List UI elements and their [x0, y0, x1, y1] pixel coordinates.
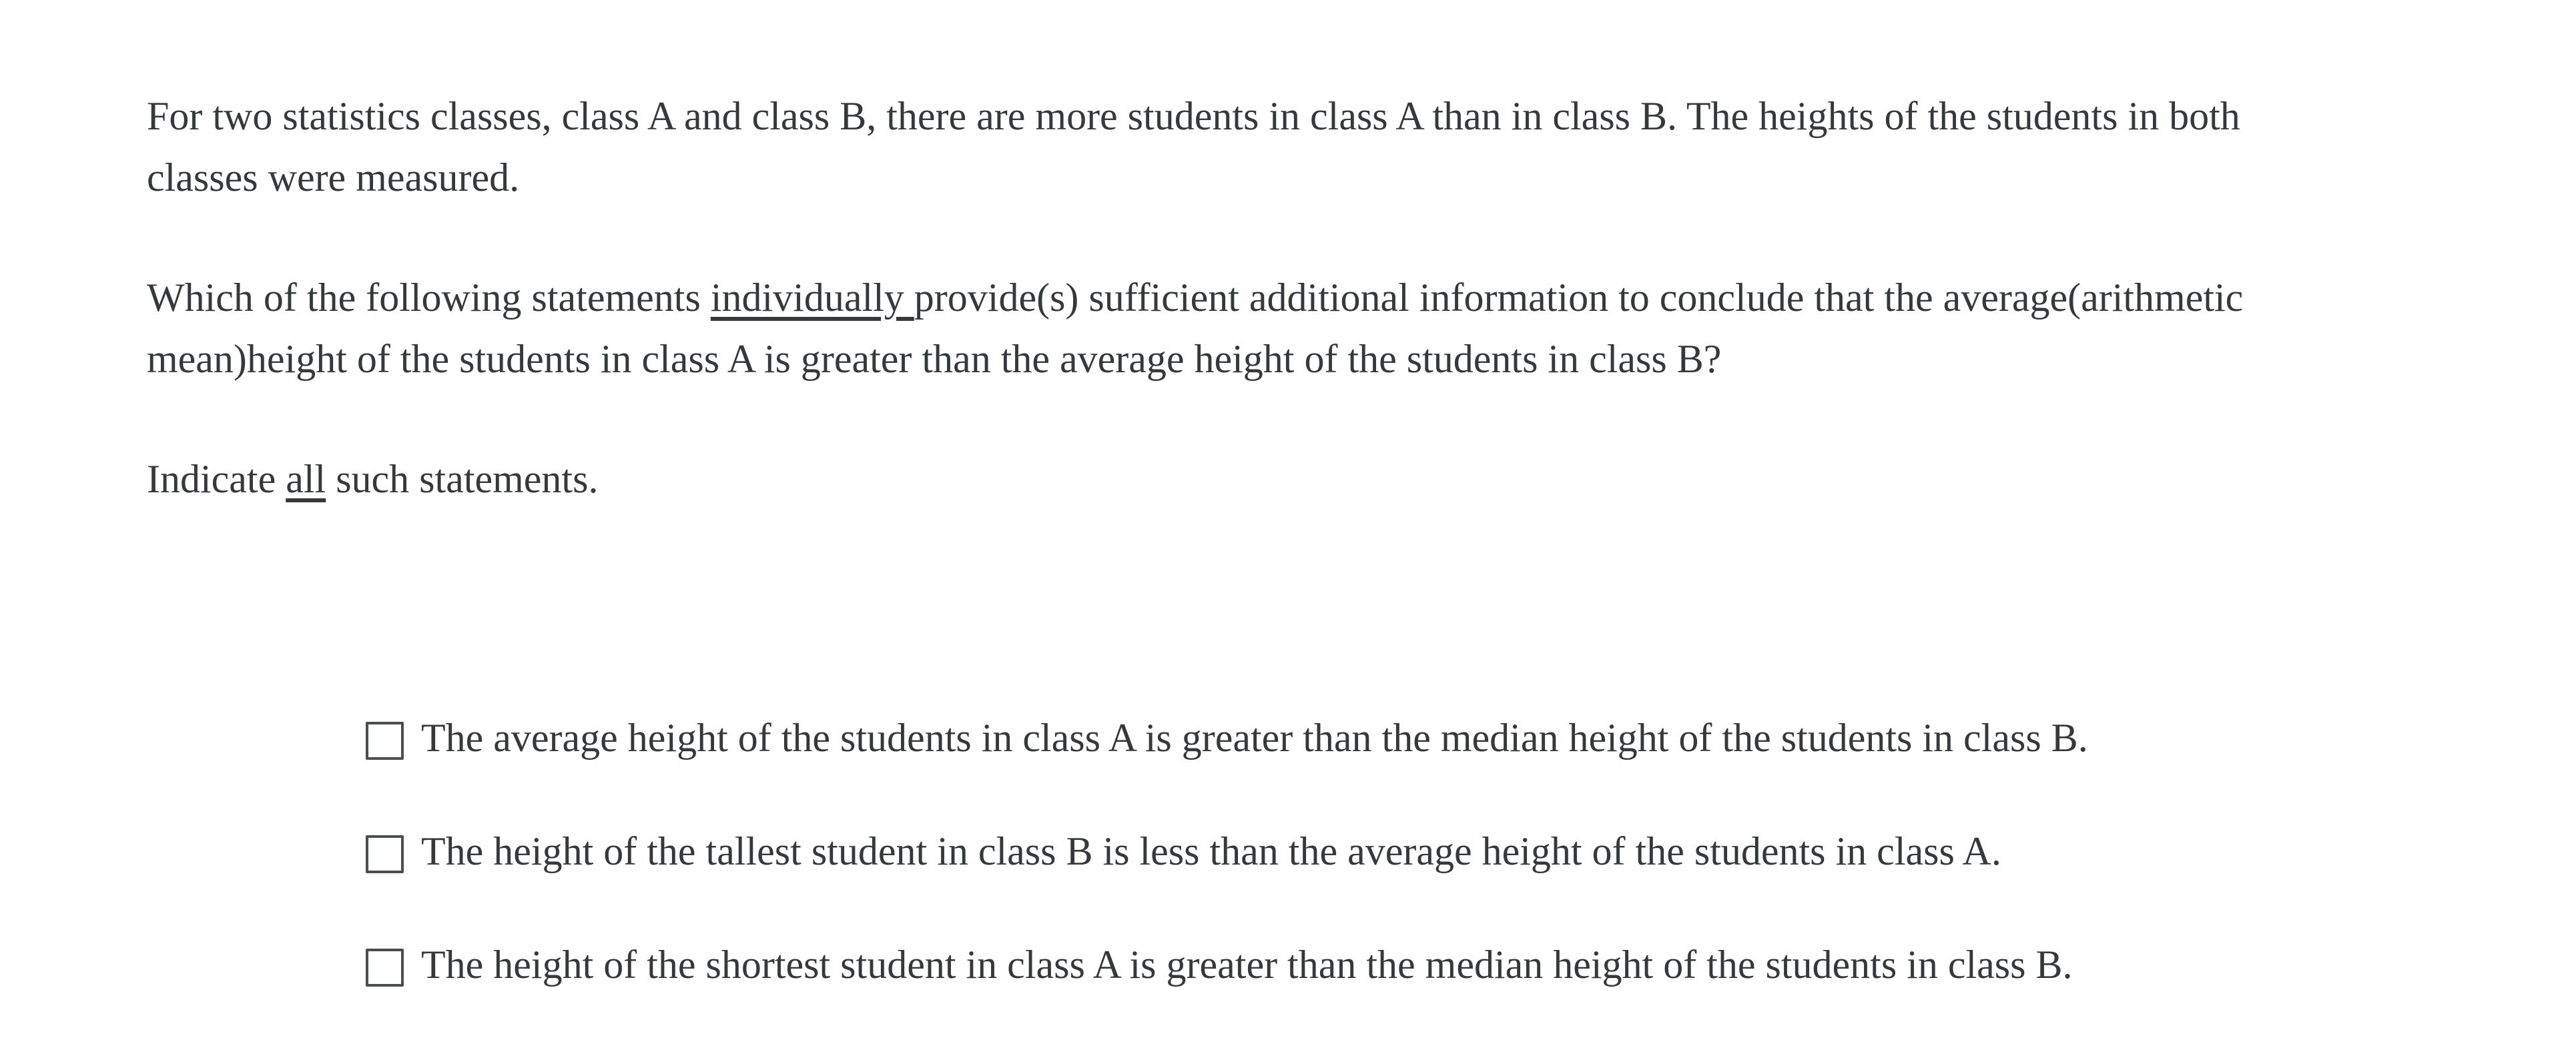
question-stem-paragraph: [147, 85, 2576, 208]
choice-label-3: The height of the shortest student in class A is greater than the median height of the students in class B.: [421, 943, 2073, 987]
choice-checkbox-3[interactable]: [366, 949, 404, 987]
prompt-line-1: [147, 267, 2576, 328]
underlined-individually: individually: [710, 276, 914, 320]
choice-label-1: The average height of the students in class A is greater than the median height of the students in class B.: [421, 716, 2088, 760]
stem-line-2: classes were measured.: [147, 155, 520, 199]
choice-row-3[interactable]: [366, 934, 2576, 995]
instruction-paragraph: [147, 448, 2576, 510]
choice-row-1[interactable]: [366, 707, 2576, 768]
underlined-all: all: [286, 457, 326, 501]
instruction-line: [147, 448, 2576, 510]
choice-label-2: The height of the tallest student in class B is less than the average height of the students in class A.: [421, 829, 2001, 873]
prompt-text: Which of the following statements: [147, 276, 711, 320]
stem-line-1: For two statistics classes, class A and class B, there are more students in class A than in class B. The heights of the students in both: [147, 94, 2240, 138]
question-prompt-paragraph: [147, 267, 2576, 390]
prompt-line-2: mean)height of the students in class A is greater than the average height of the students in class B?: [147, 337, 1722, 381]
choice-checkbox-1[interactable]: [366, 722, 404, 760]
choice-row-2[interactable]: [366, 821, 2576, 882]
instruction-text-continued: such statements.: [326, 457, 599, 501]
instruction-text: Indicate: [147, 457, 286, 501]
prompt-text-continued: provide(s) sufficient additional information to conclude that the average(arithmetic: [914, 276, 2244, 320]
choice-checkbox-2[interactable]: [366, 835, 404, 873]
answer-choices-list: [366, 707, 2576, 995]
